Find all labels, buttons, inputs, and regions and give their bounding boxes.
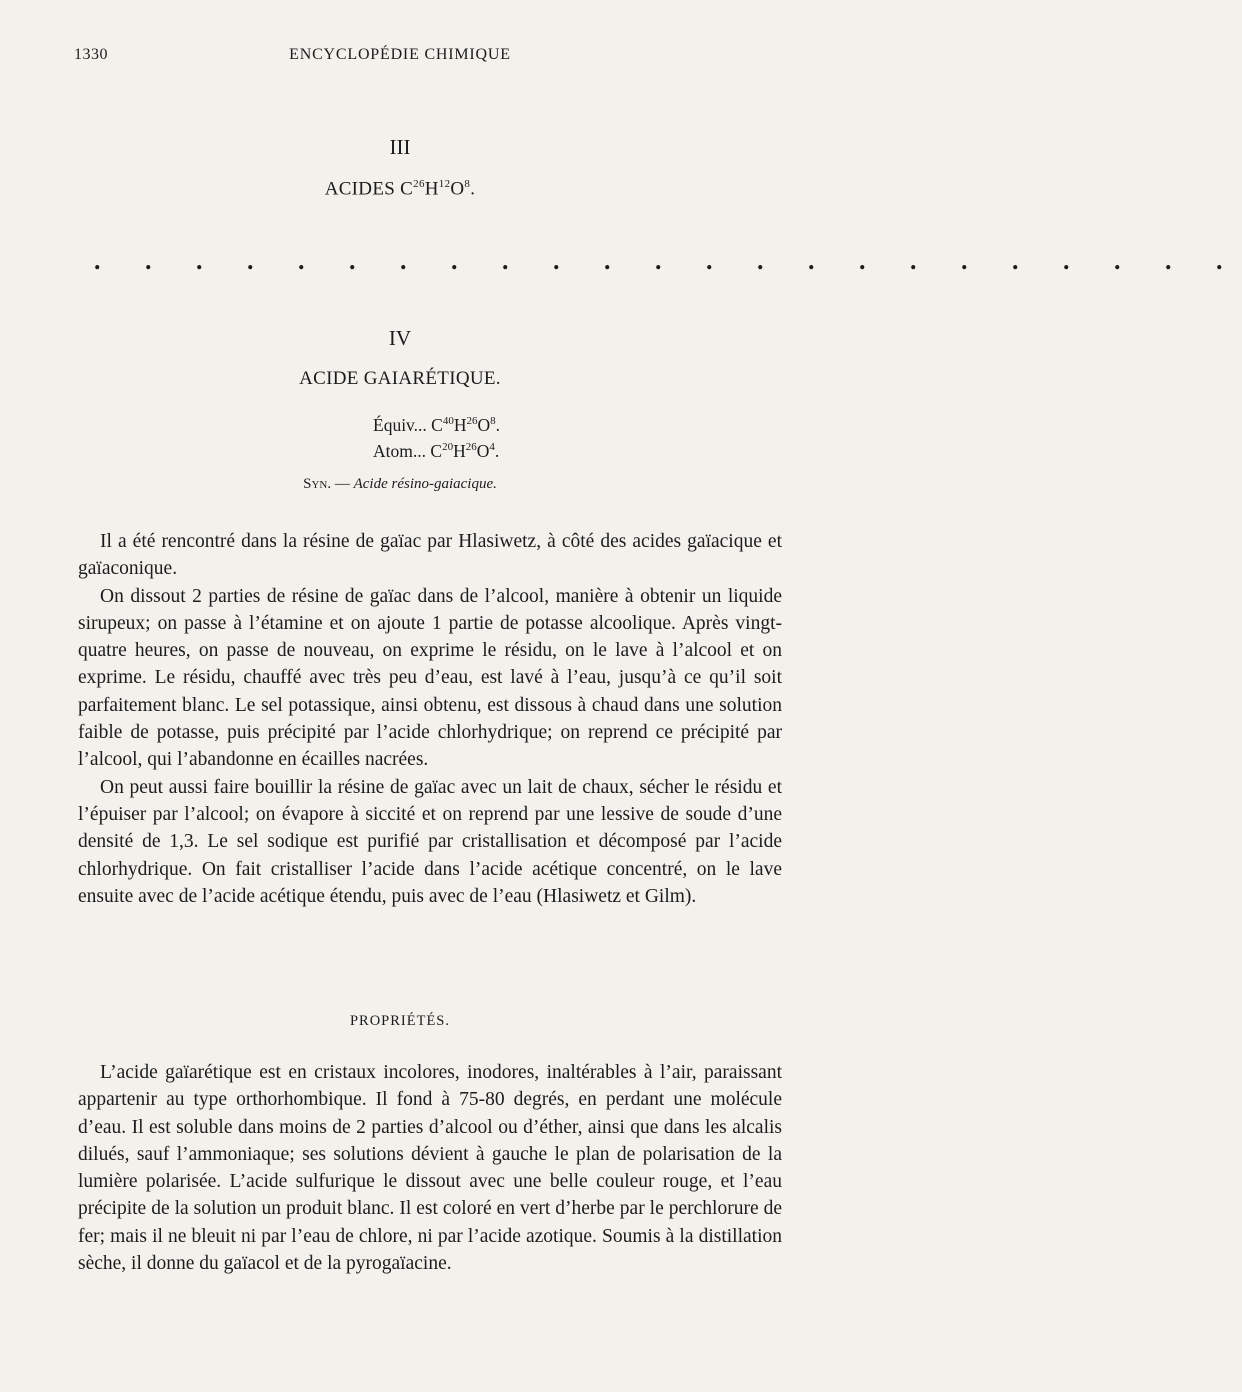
body-text [78, 528, 782, 910]
paragraph: On peut aussi faire bouillir la résine de gaïac avec un lait de chaux, sécher le résidu et l’épuiser par l’alcool; on évapore à siccité et on reprend par une lessive de soude d’une densité de 1,3. Le sel sodique est purifié par cristallisation et décomposé par l’acide chlorhydrique. On fait cristalliser l’acide dans l’acide acétique concentré, on le lave ensuite avec de l’acide acétique étendu, puis avec de l’eau (Hlasiwetz et Gilm). [78, 776, 782, 907]
page-number: 1330 [74, 46, 108, 63]
section-number-3: III [389, 135, 411, 159]
properties-text [78, 1059, 782, 1277]
running-title: ENCYCLOPÉDIE CHIMIQUE [289, 46, 511, 63]
paragraph: L’acide gaïarétique est en cristaux incolores, inodores, inaltérables à l’air, paraissant appartenir au type orthorhombique. Il fond à 75-80 degrés, en perdant une molécule d’eau. Il est soluble dans moins de 2 parties d’alcool ou d’éther, ainsi que dans les alcalis dilués, sauf l’ammoniaque; ses solutions dévient à gauche le plan de polarisation de la lumière polarisée. L’acide sulfurique le dissout avec une belle couleur rouge, et l’eau précipite de la solution un produit blanc. Il est coloré en vert d’herbe par le perchlorure de fer; mais il ne bleuit ni par l’eau de chlore, ni par l’acide azotique. Soumis à la distillation sèche, il donne du gaïacol et de la pyrogaïacine. [78, 1062, 782, 1275]
paragraph: On dissout 2 parties de résine de gaïac dans de l’alcool, manière à obtenir un liquide sirupeux; on passe à l’étamine et on ajoute 1 partie de potasse alcoolique. Après vingt-quatre heures, on passe de nouveau, on exprime le résidu, on le lave à l’alcool et on exprime. Le résidu, chauffé avec très peu d’eau, est lavé à l’eau, jusqu’à ce qu’il soit parfaitement blanc. Le sel potassique, ainsi obtenu, est dissous à chaud dans une solution faible de potasse, puis précipité par l’acide chlorhydrique; on reprend ce précipité par l’alcool, qui l’abandonne en écailles nacrées. [78, 585, 782, 771]
section-number-4: IV [388, 326, 412, 350]
properties-heading: PROPRIÉTÉS. [349, 1013, 451, 1029]
section-title-4: ACIDE GAIARÉTIQUE. [299, 368, 501, 389]
formula-block [373, 410, 500, 462]
section-title-3: ACIDES $C^{26}H^{12}O^8$. [324, 178, 476, 200]
synonym-line: Syn. — Acide résino-gaiacique. [303, 476, 497, 492]
omission-dots: . . . . . . . . . . . . . . . . . . . . . . . [94, 246, 1242, 275]
equivalent-formula: Équiv... $C^{40}H^{26}O^8$. [373, 414, 501, 435]
atomic-formula: Atom... $C^{20}H^{26}O^4$. [373, 440, 500, 461]
paragraph: Il a été rencontré dans la résine de gaïac par Hlasiwetz, à côté des acides gaïacique et gaïaconique. [78, 531, 782, 580]
page-header [0, 46, 800, 70]
